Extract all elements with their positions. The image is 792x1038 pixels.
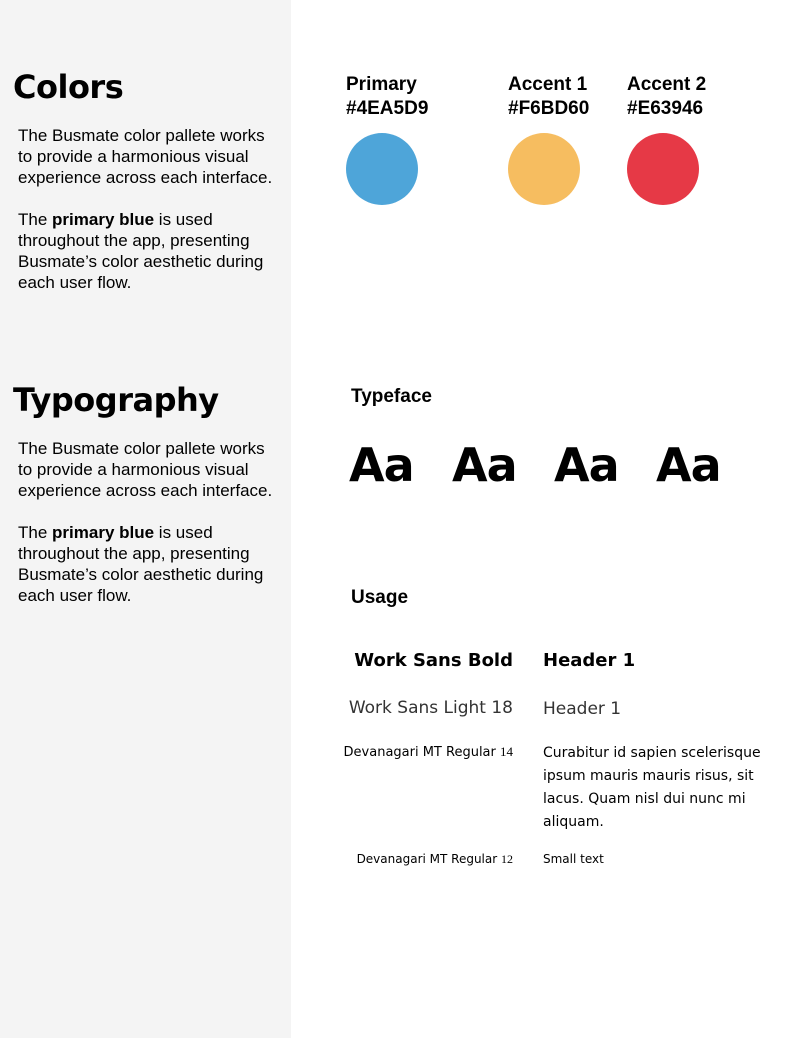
typography-title: Typography — [13, 381, 219, 419]
typography-paragraph-1: The Busmate color pallete works to provide a harmonious visual experience across each interface. — [18, 439, 273, 500]
colors-paragraph-1: The Busmate color pallete works to provide a harmonious visual experience across each interface. — [18, 126, 273, 187]
colors-description — [18, 125, 283, 314]
swatch-primary — [346, 73, 428, 205]
usage-font-size: 12 — [501, 852, 513, 866]
swatch-hex: #F6BD60 — [508, 98, 590, 119]
swatch-accent-1 — [508, 73, 589, 205]
typography-p2-pre: The — [18, 523, 53, 542]
usage-sample-header-bold: Header 1 — [543, 650, 636, 671]
typeface-sample-1: Aa — [349, 438, 414, 492]
typography-description — [18, 438, 283, 627]
usage-heading: Usage — [351, 587, 409, 608]
usage-font-work-sans-light: Work Sans Light 18 — [348, 698, 513, 718]
usage-font-name: Devanagari MT Regular — [356, 852, 501, 866]
typeface-sample-3: Aa — [554, 438, 619, 492]
usage-sample-header-light: Header 1 — [543, 699, 622, 719]
typeface-heading: Typeface — [351, 386, 432, 407]
swatch-name: Primary — [346, 74, 417, 95]
swatch-hex: #E63946 — [627, 98, 704, 119]
swatch-name: Accent 1 — [508, 74, 588, 95]
swatch-hex: #4EA5D9 — [346, 98, 429, 119]
usage-font-devanagari-14 — [273, 744, 513, 760]
typeface-sample-2: Aa — [452, 438, 517, 492]
colors-paragraph-2 — [18, 209, 283, 293]
colors-title: Colors — [13, 68, 124, 106]
swatch-name: Accent 2 — [627, 74, 707, 95]
usage-sample-body: Curabitur id sapien scelerisque ipsum mauris mauris risus, sit lacus. Quam nisl dui nunc mi aliquam. — [543, 745, 761, 830]
colors-p2-bold: primary blue — [52, 210, 155, 229]
usage-font-size: 14 — [500, 744, 513, 759]
typography-paragraph-2 — [18, 522, 283, 606]
typeface-sample-4: Aa — [656, 438, 721, 492]
swatch-circle — [508, 133, 580, 205]
colors-p2-pre: The — [18, 210, 53, 229]
typography-p2-bold: primary blue — [52, 523, 155, 542]
typography-p2-post: is used throughout the app, presenting Busmate’s color aesthetic during each user flow. — [18, 523, 264, 605]
usage-font-devanagari-12 — [273, 852, 513, 867]
swatch-circle — [627, 133, 699, 205]
usage-font-name: Devanagari MT Regular — [343, 745, 500, 760]
colors-p2-post: is used throughout the app, presenting Busmate’s color aesthetic during each user flow. — [18, 210, 264, 292]
swatch-accent-2 — [627, 73, 706, 205]
swatch-circle — [346, 133, 418, 205]
usage-sample-small: Small text — [543, 852, 604, 866]
usage-font-work-sans-bold: Work Sans Bold — [354, 650, 513, 671]
